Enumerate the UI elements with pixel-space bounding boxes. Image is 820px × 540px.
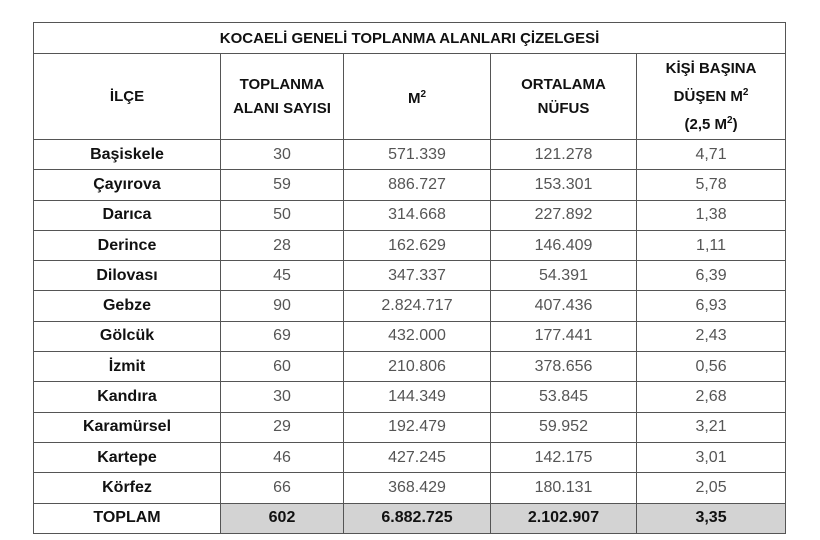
- header-m2: $M^2$: [344, 54, 491, 140]
- area-m2: 571.339: [344, 140, 491, 170]
- area-m2: 368.429: [344, 473, 491, 503]
- district-name: Gölcük: [34, 321, 221, 351]
- population: 378.656: [491, 352, 637, 382]
- total-row: [34, 503, 786, 533]
- district-name: Kartepe: [34, 442, 221, 472]
- district-name: Darıca: [34, 200, 221, 230]
- area-count: 90: [221, 291, 344, 321]
- district-name: Derince: [34, 230, 221, 260]
- area-m2: 162.629: [344, 230, 491, 260]
- population: 153.301: [491, 170, 637, 200]
- total-m2: 6.882.725: [344, 503, 491, 533]
- district-name: Dilovası: [34, 261, 221, 291]
- table-row: [34, 352, 786, 382]
- district-name: Körfez: [34, 473, 221, 503]
- table-row: [34, 473, 786, 503]
- area-m2: 2.824.717: [344, 291, 491, 321]
- total-population: 2.102.907: [491, 503, 637, 533]
- population: 142.175: [491, 442, 637, 472]
- per-person-m2: 2,43: [637, 321, 786, 351]
- table-row: [34, 261, 786, 291]
- area-count: 50: [221, 200, 344, 230]
- area-count: 46: [221, 442, 344, 472]
- area-count: 60: [221, 352, 344, 382]
- district-name: Karamürsel: [34, 412, 221, 442]
- district-name: Kandıra: [34, 382, 221, 412]
- table-title: KOCAELİ GENELİ TOPLANMA ALANLARI ÇİZELGESİ: [34, 23, 786, 54]
- total-label: TOPLAM: [34, 503, 221, 533]
- table-row: [34, 230, 786, 260]
- population: 177.441: [491, 321, 637, 351]
- area-count: 69: [221, 321, 344, 351]
- area-count: 30: [221, 382, 344, 412]
- table-row: [34, 442, 786, 472]
- per-person-m2: 3,21: [637, 412, 786, 442]
- population: 121.278: [491, 140, 637, 170]
- area-m2: 210.806: [344, 352, 491, 382]
- area-count: 28: [221, 230, 344, 260]
- table-row: [34, 321, 786, 351]
- header-ilce: İLÇE: [34, 54, 221, 140]
- district-name: Gebze: [34, 291, 221, 321]
- area-count: 66: [221, 473, 344, 503]
- population: 227.892: [491, 200, 637, 230]
- per-person-m2: 1,11: [637, 230, 786, 260]
- per-person-m2: 3,01: [637, 442, 786, 472]
- area-count: 29: [221, 412, 344, 442]
- population: 59.952: [491, 412, 637, 442]
- table-row: [34, 412, 786, 442]
- table-row: [34, 291, 786, 321]
- district-name: Çayırova: [34, 170, 221, 200]
- population: 146.409: [491, 230, 637, 260]
- header-row: [34, 54, 786, 140]
- assembly-areas-table: [33, 22, 786, 534]
- header-per-person: KİŞİ BAŞINA DÜŞEN $M^2$ (2,5 $M^2$): [637, 54, 786, 140]
- area-m2: 886.727: [344, 170, 491, 200]
- district-name: İzmit: [34, 352, 221, 382]
- total-per-person: 3,35: [637, 503, 786, 533]
- area-m2: 144.349: [344, 382, 491, 412]
- population: 54.391: [491, 261, 637, 291]
- header-count: TOPLANMA ALANI SAYISI: [221, 54, 344, 140]
- area-m2: 427.245: [344, 442, 491, 472]
- per-person-m2: 4,71: [637, 140, 786, 170]
- area-count: 45: [221, 261, 344, 291]
- area-m2: 192.479: [344, 412, 491, 442]
- population: 180.131: [491, 473, 637, 503]
- area-m2: 314.668: [344, 200, 491, 230]
- population: 53.845: [491, 382, 637, 412]
- per-person-m2: 0,56: [637, 352, 786, 382]
- per-person-m2: 1,38: [637, 200, 786, 230]
- per-person-m2: 6,93: [637, 291, 786, 321]
- per-person-m2: 2,68: [637, 382, 786, 412]
- table-row: [34, 382, 786, 412]
- table-row: [34, 140, 786, 170]
- total-count: 602: [221, 503, 344, 533]
- area-count: 59: [221, 170, 344, 200]
- district-name: Başiskele: [34, 140, 221, 170]
- per-person-m2: 6,39: [637, 261, 786, 291]
- per-person-m2: 2,05: [637, 473, 786, 503]
- table-row: [34, 200, 786, 230]
- area-count: 30: [221, 140, 344, 170]
- area-m2: 347.337: [344, 261, 491, 291]
- area-m2: 432.000: [344, 321, 491, 351]
- table-row: [34, 170, 786, 200]
- population: 407.436: [491, 291, 637, 321]
- per-person-m2: 5,78: [637, 170, 786, 200]
- header-population: ORTALAMA NÜFUS: [491, 54, 637, 140]
